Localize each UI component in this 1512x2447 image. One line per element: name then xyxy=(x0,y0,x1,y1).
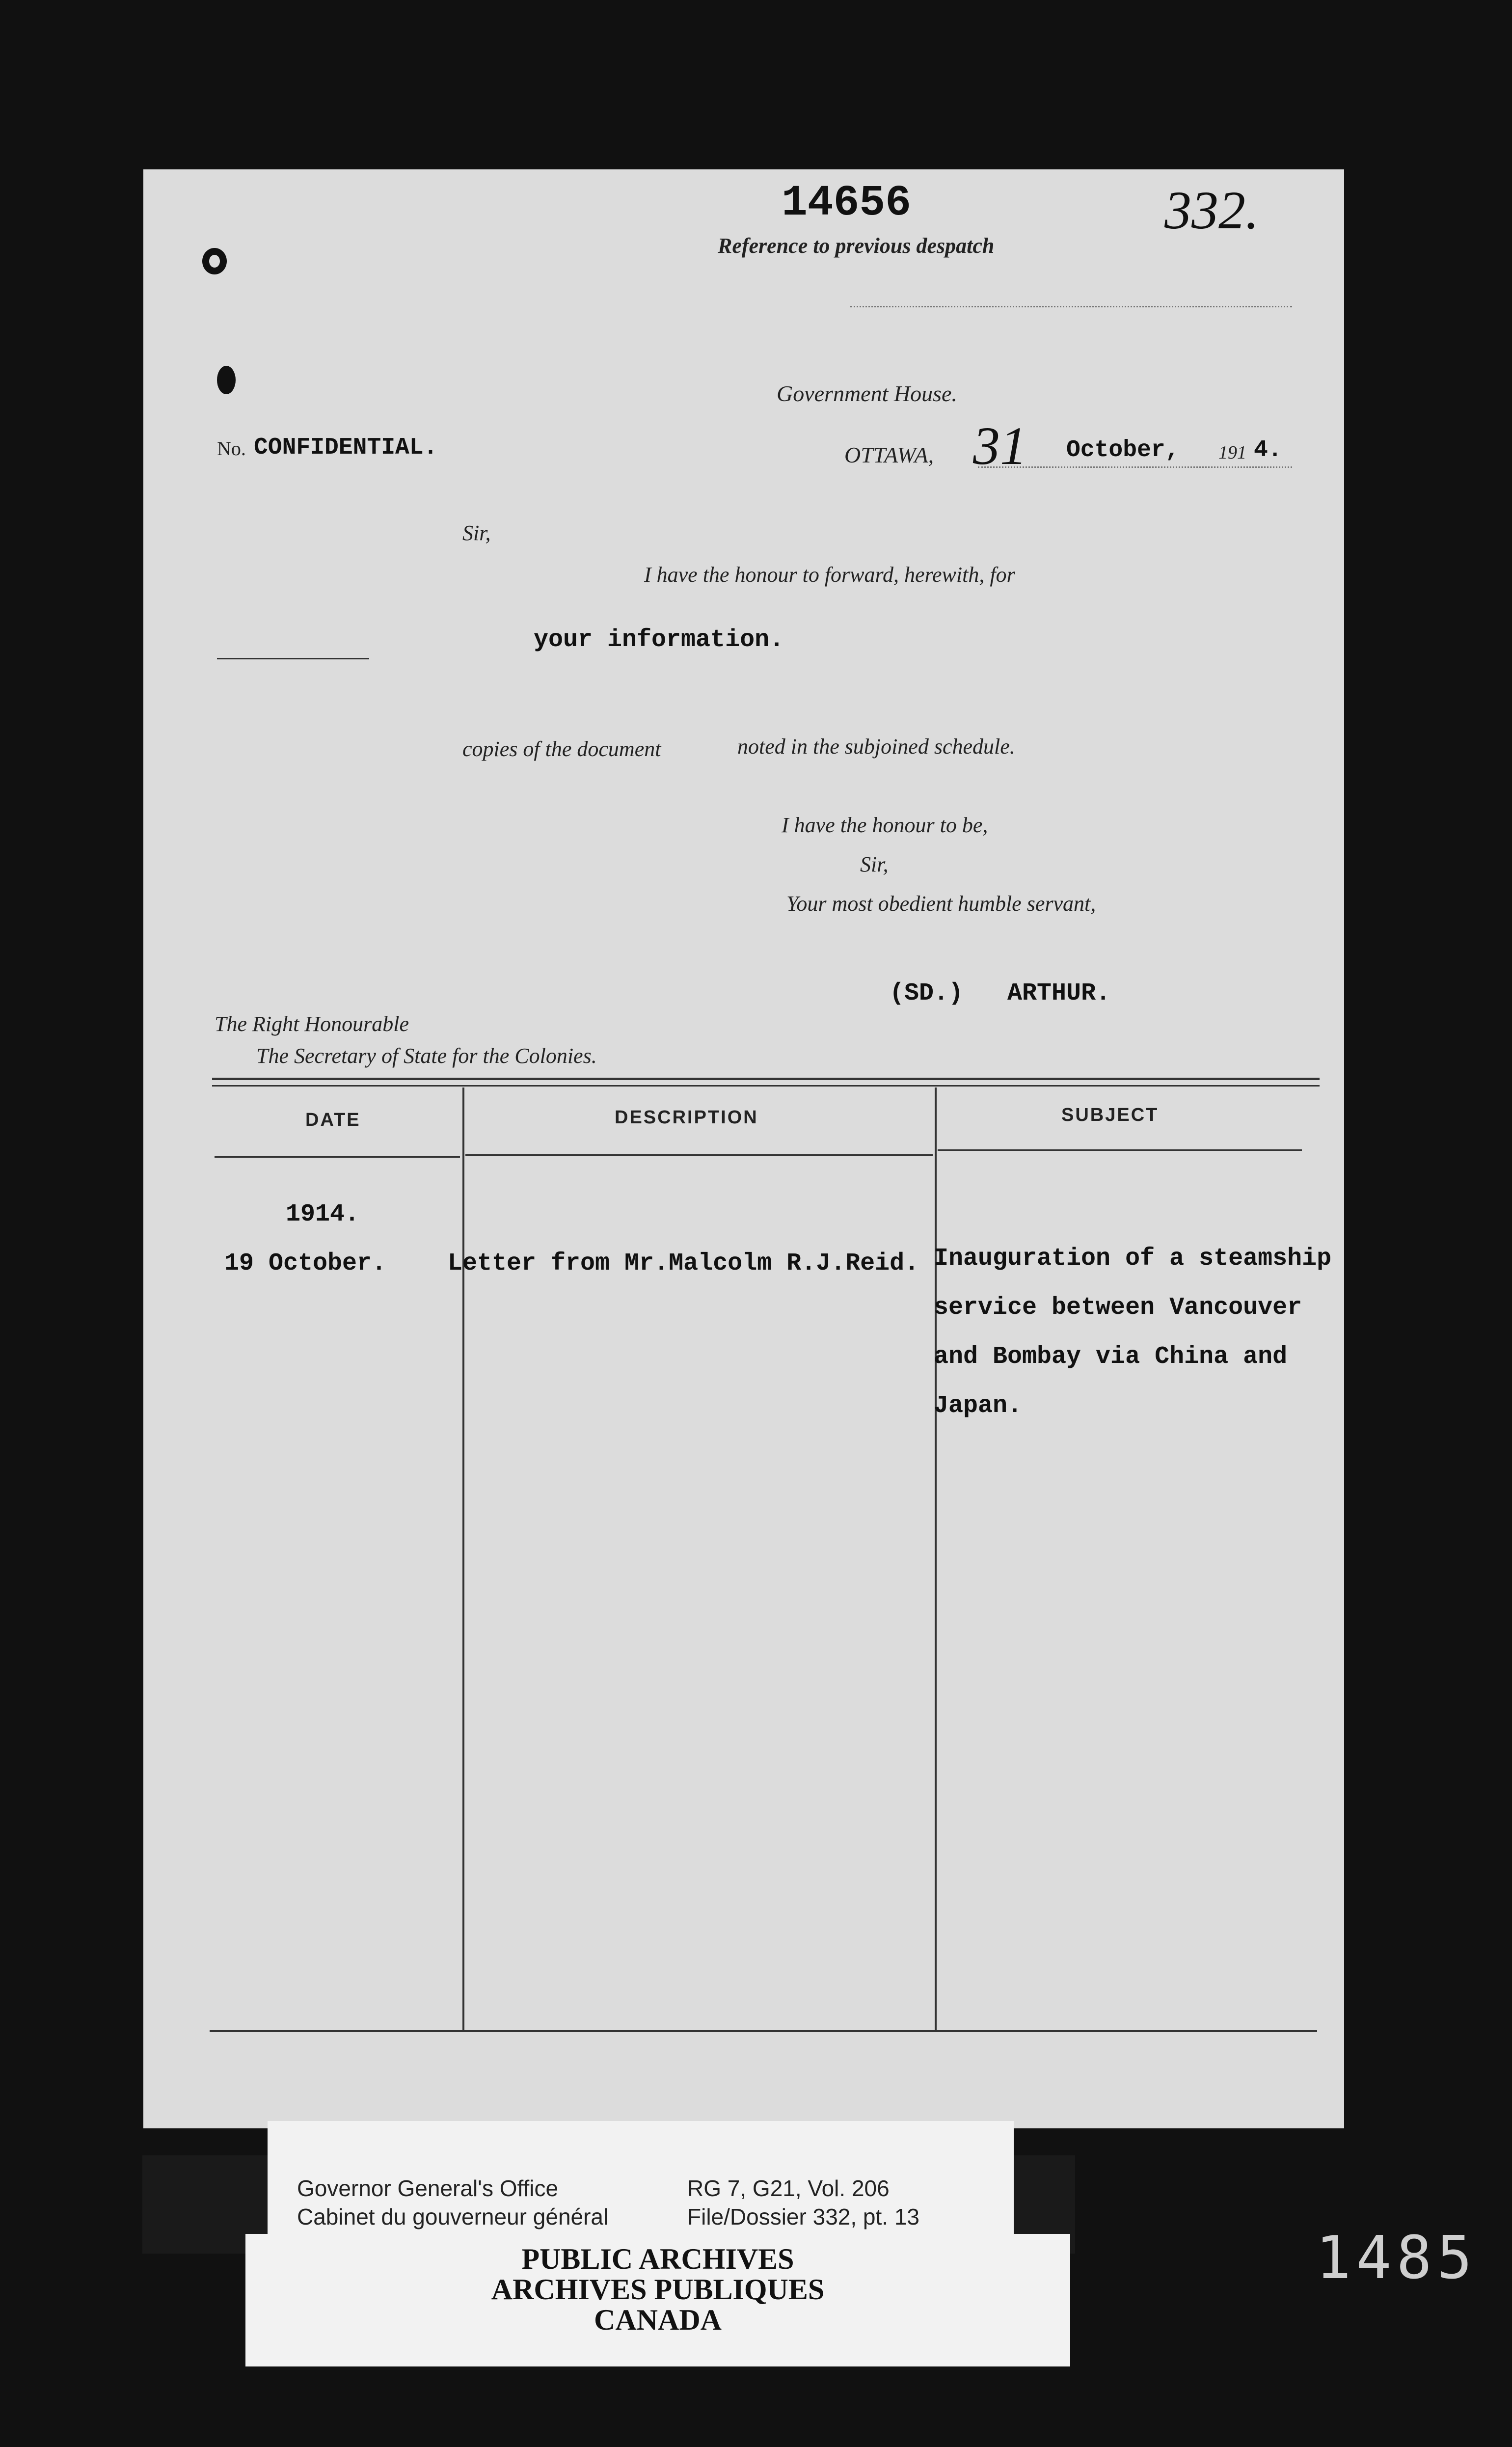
document-number: 14656 xyxy=(782,179,912,228)
subject-line: service between Vancouver xyxy=(934,1294,1302,1322)
handwritten-day: 31 xyxy=(973,416,1027,476)
schedule-date: 19 October. xyxy=(224,1250,387,1278)
stamp-line-1: PUBLIC ARCHIVES xyxy=(521,2243,794,2275)
confidential-marking: CONFIDENTIAL. xyxy=(254,435,438,461)
header-date: DATE xyxy=(305,1110,361,1130)
header-rule xyxy=(465,1154,933,1156)
frame-number: 1485 xyxy=(1316,2224,1477,2292)
office-english: Governor General's Office xyxy=(297,2175,559,2201)
subject-line: Japan. xyxy=(934,1392,1023,1420)
document-sheet xyxy=(143,169,1344,2128)
closing-line-1: I have the honour to be, xyxy=(782,813,988,837)
header-rule xyxy=(215,1156,460,1158)
addressee-line-1: The Right Honourable xyxy=(215,1012,409,1036)
stamp-line-3: CANADA xyxy=(594,2304,722,2336)
header-subject: SUBJECT xyxy=(1061,1105,1159,1125)
schedule-description: Letter from Mr.Malcolm R.J.Reid. xyxy=(448,1250,919,1278)
folio-number: 332. xyxy=(1164,180,1259,240)
subject-line: and Bombay via China and xyxy=(934,1343,1288,1371)
salutation: Sir, xyxy=(462,521,491,545)
punch-hole-mark xyxy=(217,366,236,394)
table-column-divider xyxy=(462,1088,464,2031)
body-line-1: I have the honour to forward, herewith, for xyxy=(644,563,1015,587)
stamp-line-2: ARCHIVES PUBLIQUES xyxy=(491,2273,825,2306)
place-ottawa: OTTAWA, xyxy=(844,442,934,467)
signature: (SD.) ARTHUR. xyxy=(890,979,1111,1007)
year-prefix: 191 xyxy=(1218,442,1246,463)
subject-line: Inauguration of a steamship xyxy=(934,1245,1332,1273)
reference-group: RG 7, G21, Vol. 206 xyxy=(687,2175,890,2201)
body-line-3b: noted in the subjoined schedule. xyxy=(737,734,1015,759)
table-top-rule-double xyxy=(212,1085,1320,1087)
reference-dotted-line xyxy=(850,306,1292,307)
schedule-year: 1914. xyxy=(286,1200,360,1228)
month: October, xyxy=(1066,437,1180,463)
body-line-2: your information. xyxy=(534,626,784,654)
header-description: DESCRIPTION xyxy=(615,1107,758,1128)
number-label: No. xyxy=(217,437,246,460)
table-bottom-rule xyxy=(210,2030,1317,2032)
year-digit: 4. xyxy=(1254,437,1282,463)
table-column-divider xyxy=(935,1088,937,2031)
office-french: Cabinet du gouverneur général xyxy=(297,2204,609,2229)
body-line-3a: copies of the document xyxy=(462,737,661,761)
addressee-line-2: The Secretary of State for the Colonies. xyxy=(256,1044,597,1068)
margin-rule xyxy=(217,658,369,659)
government-house: Government House. xyxy=(777,381,957,406)
closing-line-3: Your most obedient humble servant, xyxy=(786,892,1096,916)
archive-stamp xyxy=(245,2234,1070,2366)
reference-label: Reference to previous despatch xyxy=(718,234,995,258)
punch-hole-mark xyxy=(202,248,227,274)
archive-stamp-text xyxy=(245,2244,1070,2335)
date-dotted-line xyxy=(978,466,1292,468)
table-top-rule xyxy=(212,1078,1320,1080)
closing-line-2: Sir, xyxy=(860,852,889,876)
header-rule xyxy=(938,1149,1302,1151)
file-dossier: File/Dossier 332, pt. 13 xyxy=(687,2204,920,2229)
